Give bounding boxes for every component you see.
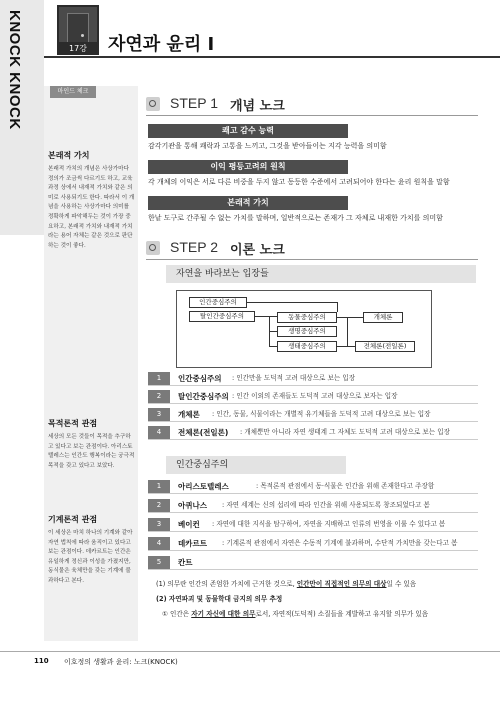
- item-number: 1: [148, 480, 170, 493]
- kant-line-1: (1) 의무란 인간의 존엄한 가치에 근거한 것으로, 인간만이 직접적인 의무의 대상일 수 있음: [156, 580, 417, 588]
- positions-diagram: [176, 290, 432, 368]
- note-body: 이 세상은 마치 하나의 기계와 같아 자연 법칙에 따라 움직이고 있다고 보는 관점이다. 데카르트는 인간은 유일하게 정신과 이성을 가졌지만, 동식물은 육체만을 갖는 기계에 불과하다고 본다.: [48, 530, 133, 584]
- node-non-anthropocentrism: 탈인간중심주의: [189, 311, 255, 322]
- item-number: 1: [148, 372, 170, 385]
- item-number: 3: [148, 518, 170, 531]
- concept-bar: 쾌고 감수 능력: [148, 124, 348, 138]
- note-body: 세상의 모든 것들이 목적을 추구하고 있다고 보는 관점이다. 아리스토텔레스는 인간도 행복이라는 궁극적 목적을 갖고 있다고 보았다.: [48, 434, 135, 469]
- node-holism: 전체론(전일론): [355, 341, 415, 352]
- concept-bar: 이익 평등고려의 원칙: [148, 160, 348, 174]
- note-intrinsic-value: [48, 150, 136, 251]
- page-number: 110: [34, 657, 49, 665]
- list-item: [148, 499, 478, 512]
- list-item: [148, 390, 478, 403]
- item-term: 아리스토텔레스: [178, 482, 229, 491]
- item-desc: : 인간, 동물, 식물이라는 개별적 유기체들을 도덕적 고려 대상으로 보는 입장: [212, 410, 431, 418]
- magnifier-icon: [146, 97, 160, 111]
- notes-tab-label: 마인드 체크: [50, 86, 96, 98]
- item-desc: : 인간만을 도덕적 고려 대상으로 보는 입장: [232, 374, 356, 382]
- kant-line-2: (2) 자연파괴 및 동물학대 금지의 의무 추정: [156, 595, 283, 603]
- step-label: STEP 2: [170, 239, 218, 255]
- item-term: 베이컨: [178, 520, 200, 529]
- magnifier-icon: [146, 241, 160, 255]
- item-desc: : 목적론적 관점에서 동·식물은 인간을 위해 존재한다고 주장함: [256, 482, 435, 490]
- list-item: [148, 537, 478, 550]
- note-teleological: [48, 418, 136, 471]
- node-anthropocentrism: 인간중심주의: [189, 297, 247, 308]
- list-item: [148, 480, 478, 493]
- step2-heading: [146, 239, 478, 259]
- item-number: 4: [148, 426, 170, 439]
- item-term: 전체론(전일론): [178, 428, 229, 437]
- section-heading: 자연을 바라보는 입장들: [166, 265, 476, 283]
- item-number: 2: [148, 499, 170, 512]
- concept-bar: 본래적 가치: [148, 196, 348, 210]
- header-rule: [44, 56, 500, 58]
- item-desc: : 자연 세계는 신의 섭리에 따라 인간을 위해 사용되도록 창조되었다고 봄: [222, 501, 430, 509]
- item-desc: : 자연에 대한 지식을 탐구하여, 자연을 지배하고 인류의 번영을 이룰 수 있다고 봄: [212, 520, 446, 528]
- footer-rule: [0, 651, 500, 652]
- item-number: 5: [148, 556, 170, 569]
- concept-definition: 감각기관을 통해 쾌락과 고통을 느끼고, 그것을 받아들이는 지각 능력을 의미함: [148, 142, 387, 150]
- concept-definition: 각 개체의 이익은 서로 다른 비중을 두지 않고 동등한 수준에서 고려되어야 한다는 윤리 원칙을 말함: [148, 178, 450, 186]
- note-body: 본래적 가치의 개념은 사상가마다 정의가 조금씩 다르기도 하고, 교육과정 상에서 내재적 가치와 같은 의미로 사용되기도 한다. 따라서 이 개념을 사용하는 사상가마다 의미를 정확하게 파악해두는 것이 가장 중요하고, 본래적 가치와 내재적 가치라는 용어 자체는 같은 것으로 판단하는 것이 좋다.: [48, 166, 135, 249]
- node-individualism: 개체론: [363, 312, 403, 323]
- kant-line-3: ① 인간은 자기 자신에 대한 의무로서, 자연적(도덕적) 소질들을 계발하고 유지할 의무가 있음: [162, 610, 429, 618]
- item-number: 3: [148, 408, 170, 421]
- step-subtitle: 이론 노크: [230, 243, 285, 258]
- list-item: [148, 426, 478, 439]
- note-title: 기계론적 관점: [48, 515, 98, 524]
- item-term: 칸트: [178, 558, 193, 567]
- item-term: 탈인간중심주의: [178, 392, 229, 401]
- lesson-number: 17강: [57, 42, 99, 55]
- step-subtitle: 개념 노크: [230, 99, 285, 114]
- section-heading: 인간중심주의: [166, 456, 346, 474]
- list-item: [148, 518, 478, 531]
- list-item: [148, 372, 478, 385]
- step1-heading: [146, 95, 478, 115]
- side-tab: [0, 0, 44, 235]
- item-term: 데카르트: [178, 539, 207, 548]
- side-tab-label: KNOCK KNOCK: [6, 10, 23, 130]
- item-number: 4: [148, 537, 170, 550]
- item-desc: : 기계론적 관점에서 자연은 수동적 기계에 불과하며, 수단적 가치만을 갖는다고 봄: [222, 539, 458, 547]
- item-term: 아퀴나스: [178, 501, 207, 510]
- item-desc: : 인간 이외의 존재들도 도덕적 고려 대상으로 보자는 입장: [232, 392, 398, 400]
- item-term: 개체론: [178, 410, 200, 419]
- node-ecocentrism: 생태중심주의: [277, 341, 337, 352]
- list-item: [148, 408, 478, 421]
- note-title: 목적론적 관점: [48, 419, 98, 428]
- node-animal-centrism: 동물중심주의: [277, 312, 337, 323]
- footer-text: 이호정의 생활과 윤리: 노크(KNOCK): [64, 658, 178, 666]
- node-biocentrism: 생명중심주의: [277, 326, 337, 337]
- concept-definition: 한낱 도구로 간주될 수 없는 가치를 말하며, 일반적으로는 존재가 그 자체로 내재한 가치를 의미함: [148, 214, 443, 222]
- item-term: 인간중심주의: [178, 374, 222, 383]
- item-number: 2: [148, 390, 170, 403]
- item-desc: : 개체뿐만 아니라 자연 생태계 그 자체도 도덕적 고려 대상으로 보는 입장: [240, 428, 450, 436]
- note-title: 본래적 가치: [48, 151, 90, 160]
- note-mechanistic: [48, 514, 136, 587]
- step-label: STEP 1: [170, 95, 218, 111]
- list-item: [148, 556, 478, 569]
- page-title: 자연과 윤리 I: [108, 34, 215, 55]
